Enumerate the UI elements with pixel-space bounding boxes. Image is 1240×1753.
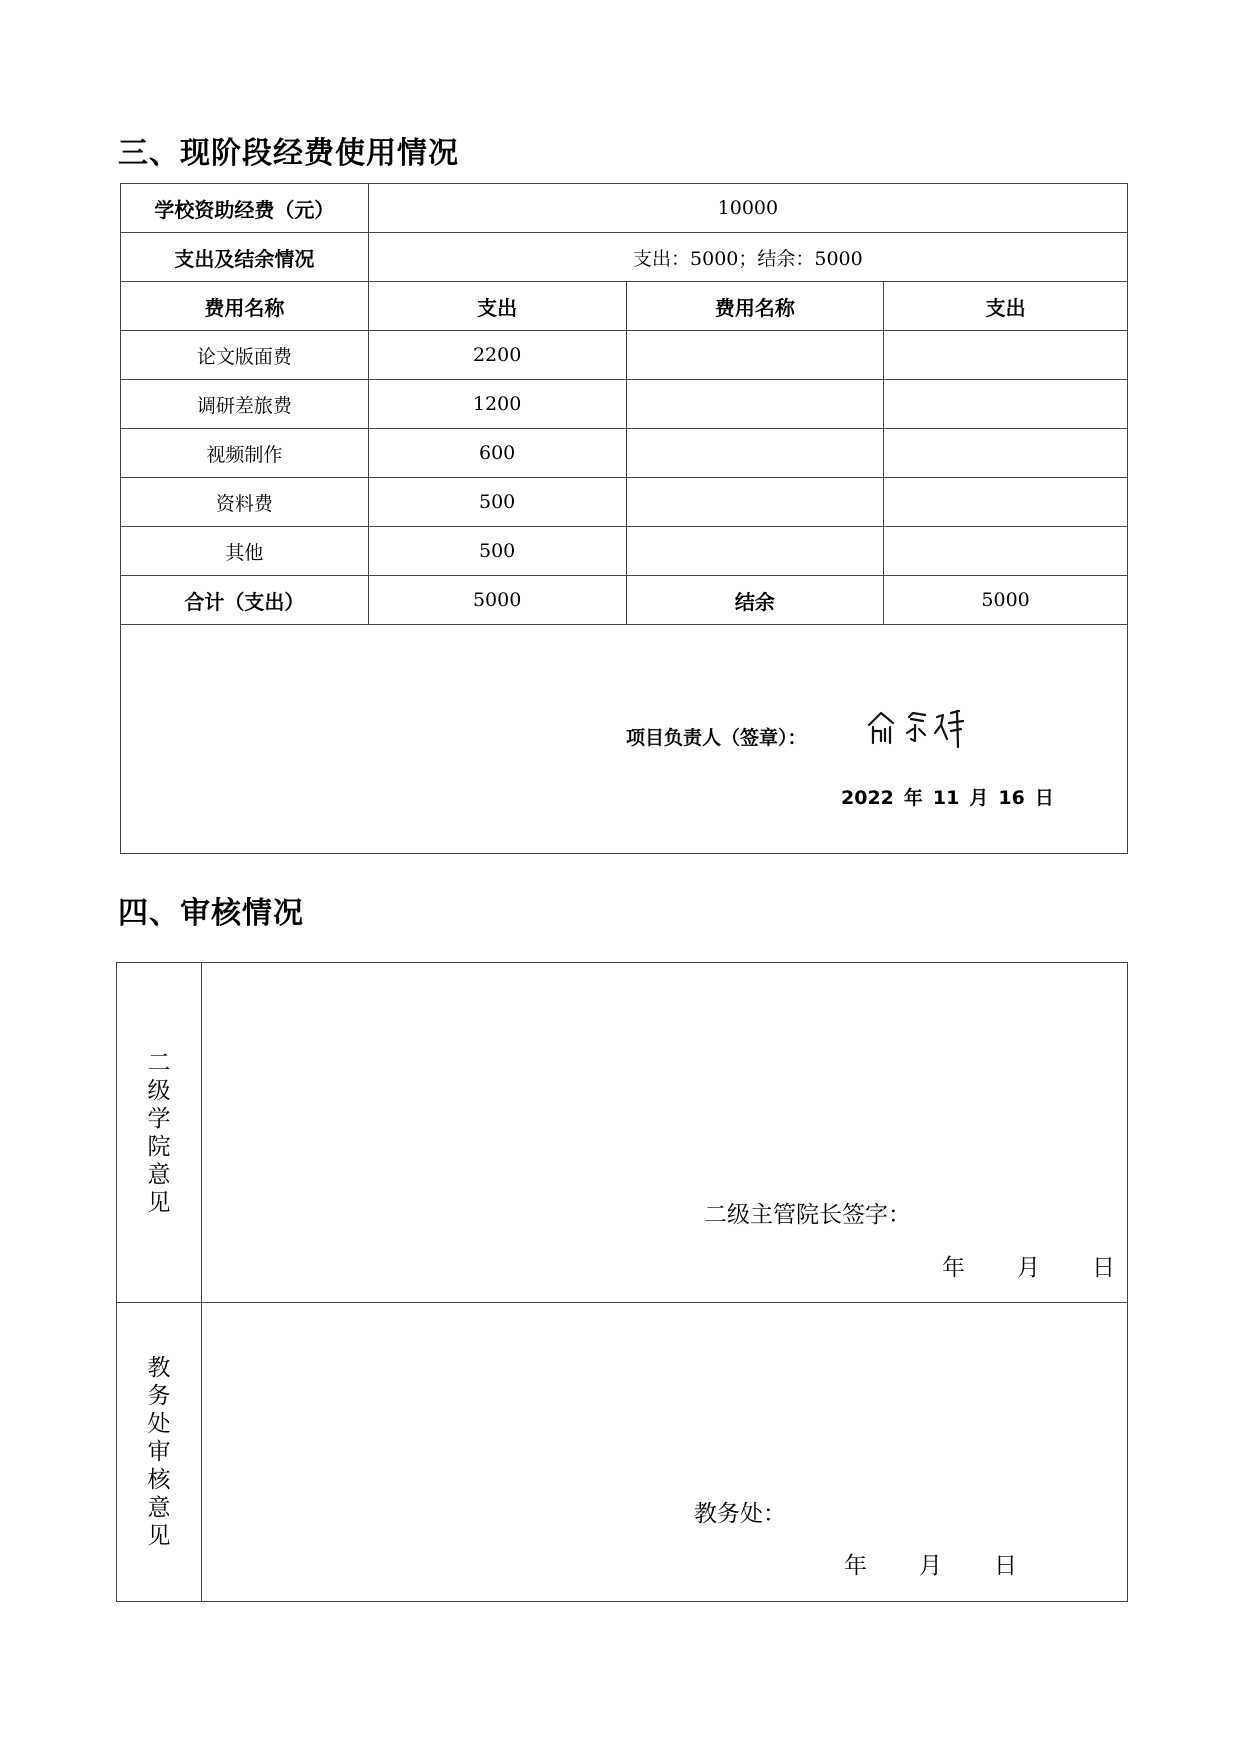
item-name: 论文版面费 xyxy=(121,331,369,380)
item-amount: 2200 xyxy=(368,331,626,380)
remain-value: 5000 xyxy=(884,576,1128,625)
month-unit: 月 xyxy=(1017,1255,1040,1281)
balance-row xyxy=(121,233,1128,282)
empty-cell xyxy=(884,478,1128,527)
academic-opinion-label: 教务处审核意见 xyxy=(147,1355,171,1549)
item-amount: 500 xyxy=(368,527,626,576)
section-4-title: 四、审核情况 xyxy=(118,896,304,931)
table-row xyxy=(121,331,1128,380)
year-unit: 年 xyxy=(942,1255,965,1281)
balance-label: 支出及结余情况 xyxy=(121,233,369,282)
header-cell: 支出 xyxy=(884,282,1128,331)
header-cell: 费用名称 xyxy=(626,282,884,331)
date-day: 16 xyxy=(998,787,1025,809)
remain-label: 结余 xyxy=(626,576,884,625)
college-opinion-label-cell xyxy=(117,963,202,1303)
item-amount: 600 xyxy=(368,429,626,478)
table-row xyxy=(121,429,1128,478)
total-label: 合计（支出） xyxy=(121,576,369,625)
signature-cell xyxy=(121,625,1128,854)
date-year-unit: 年 xyxy=(903,787,923,809)
table-row xyxy=(121,380,1128,429)
review-table xyxy=(116,962,1128,1602)
empty-cell xyxy=(884,527,1128,576)
college-date xyxy=(942,1249,1115,1282)
college-signer-label: 二级主管院长签字： xyxy=(704,1202,911,1228)
item-amount: 500 xyxy=(368,478,626,527)
item-name: 调研差旅费 xyxy=(121,380,369,429)
header-cell: 费用名称 xyxy=(121,282,369,331)
item-name: 资料费 xyxy=(121,478,369,527)
date-month-unit: 月 xyxy=(969,787,989,809)
item-name: 视频制作 xyxy=(121,429,369,478)
empty-cell xyxy=(626,380,884,429)
empty-cell xyxy=(884,331,1128,380)
academic-date xyxy=(844,1547,1017,1580)
empty-cell xyxy=(884,429,1128,478)
empty-cell xyxy=(884,380,1128,429)
year-unit: 年 xyxy=(844,1553,867,1579)
empty-cell xyxy=(626,527,884,576)
date-month: 11 xyxy=(932,787,960,809)
table-row xyxy=(121,527,1128,576)
signer-label: 项目负责人（签章）： xyxy=(626,727,807,749)
funding-label: 学校资助经费（元） xyxy=(121,184,369,233)
total-row xyxy=(121,576,1128,625)
day-unit: 日 xyxy=(1092,1255,1115,1281)
handwritten-signature xyxy=(863,703,973,749)
college-opinion-box xyxy=(202,963,1128,1303)
date-day-unit: 日 xyxy=(1034,787,1054,809)
header-cell: 支出 xyxy=(368,282,626,331)
funding-row xyxy=(121,184,1128,233)
college-opinion-label: 二级学院意见 xyxy=(147,1049,171,1216)
signature-row xyxy=(121,625,1128,854)
funding-value: 10000 xyxy=(368,184,1127,233)
academic-signer-label: 教务处： xyxy=(694,1501,786,1527)
month-unit: 月 xyxy=(919,1553,942,1579)
funding-table xyxy=(120,183,1128,854)
item-name: 其他 xyxy=(121,527,369,576)
section-3-title: 三、现阶段经费使用情况 xyxy=(118,136,459,171)
signature-date xyxy=(841,783,1064,810)
date-year: 2022 xyxy=(841,787,894,809)
day-unit: 日 xyxy=(994,1553,1017,1579)
empty-cell xyxy=(626,429,884,478)
balance-value: 支出：5000；结余：5000 xyxy=(368,233,1127,282)
item-amount: 1200 xyxy=(368,380,626,429)
table-row xyxy=(121,478,1128,527)
academic-opinion-box xyxy=(202,1303,1128,1602)
empty-cell xyxy=(626,331,884,380)
header-row xyxy=(121,282,1128,331)
college-review-row xyxy=(117,963,1128,1303)
empty-cell xyxy=(626,478,884,527)
total-value: 5000 xyxy=(368,576,626,625)
academic-opinion-label-cell xyxy=(117,1303,202,1602)
academic-review-row xyxy=(117,1303,1128,1602)
